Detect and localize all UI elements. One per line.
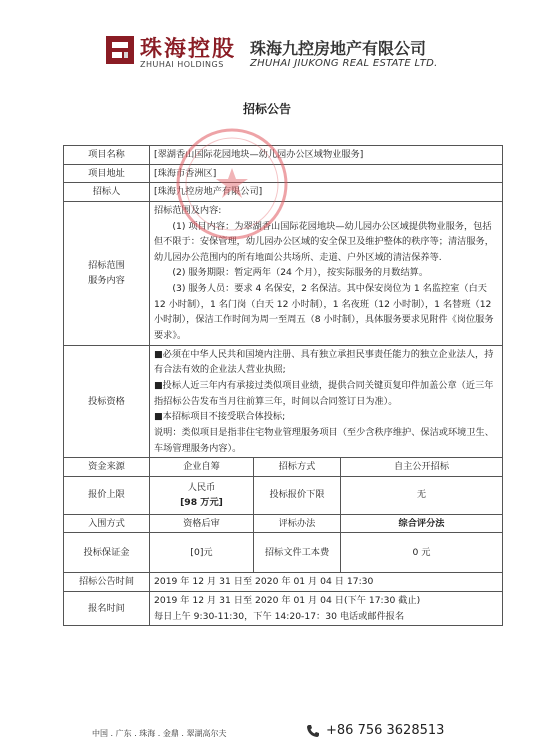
price-cap-value bbox=[150, 476, 254, 514]
logo-english-text: ZHUHAI HOLDINGS bbox=[140, 60, 224, 69]
table-row bbox=[64, 514, 503, 533]
footer-phone-number: +86 756 3628513 bbox=[326, 723, 445, 738]
company-name-english: ZHUHAI JIUKONG REAL ESTATE LTD. bbox=[250, 58, 438, 69]
scope-label bbox=[64, 201, 150, 345]
admission-value: 资格后审 bbox=[150, 514, 254, 533]
project-address-value: [珠海市香洲区] bbox=[150, 164, 503, 183]
company-name-chinese: 珠海九控房地产有限公司 bbox=[250, 39, 427, 58]
price-floor-label: 投标报价下限 bbox=[254, 476, 341, 514]
table-row bbox=[64, 533, 503, 573]
table-row bbox=[64, 164, 503, 183]
table-row bbox=[64, 458, 503, 477]
evaluation-value: 综合评分法 bbox=[341, 514, 503, 533]
table-row bbox=[64, 183, 503, 202]
admission-label: 入围方式 bbox=[64, 514, 150, 533]
price-cap-currency: 人民币 bbox=[187, 481, 216, 493]
scope-content bbox=[150, 201, 503, 345]
qualification-item-1: ■必须在中华人民共和国境内注册、具有独立承担民事责任能力的独立企业法人，持有合法有效的企业法人营业执照; bbox=[154, 348, 494, 376]
footer-locations: 中国 . 广东 . 珠海 . 金鼎 . 翠湖高尔夫 bbox=[92, 729, 227, 738]
scope-label-line1: 招标范围 bbox=[88, 259, 125, 271]
document-title: 招标公告 bbox=[242, 102, 291, 116]
tender-method-value: 自主公开招标 bbox=[341, 458, 503, 477]
document-fee-label: 招标文件工本费 bbox=[254, 533, 341, 573]
scope-item-1: (1) 项目内容：为翠湖香山国际花园地块—幼儿园办公区域提供物业服务，包括但不限于：安保管理，幼儿园办公区域的安全保卫及维护整体的秩序等；清洁服务，幼儿园办公范围内的所有地面公共场所、走道、户外区域的清洁保养等. bbox=[154, 220, 494, 263]
scope-item-3: (3) 服务人员：要求 4 名保安，2 名保洁。其中保安岗位为 1 名监控室（白天 12 小时制），1 名门岗（白天 12 小时制），1 名夜班（12 小时制），1 名替班（12 小时制），保洁工作时间为周一至周五（8 小时制），具体服务要求见附件《岗位服务要求》。 bbox=[154, 283, 494, 342]
deposit-value: [0]元 bbox=[150, 533, 254, 573]
qualification-label: 投标资格 bbox=[64, 345, 150, 457]
scope-intro: 招标范围及内容: bbox=[154, 204, 222, 216]
phone-icon bbox=[306, 724, 320, 738]
price-floor-value: 无 bbox=[341, 476, 503, 514]
tenderer-value: [珠海九控房地产有限公司] bbox=[150, 183, 503, 202]
deposit-label: 投标保证金 bbox=[64, 533, 150, 573]
company-logo-icon bbox=[106, 36, 134, 64]
table-row bbox=[64, 476, 503, 514]
table-row bbox=[64, 201, 503, 345]
project-address-label: 项目地址 bbox=[64, 164, 150, 183]
tender-method-label: 招标方式 bbox=[254, 458, 341, 477]
letterhead bbox=[0, 28, 534, 78]
scope-item-2: (2) 服务期限：暂定两年（24 个月），按实际服务的月数结算。 bbox=[172, 267, 429, 279]
price-cap-amount: [98 万元] bbox=[180, 497, 223, 509]
registration-hours: 每日上午 9:30-11:30，下午 14:20-17：30 电话或邮件报名 bbox=[154, 610, 405, 622]
project-name-label: 项目名称 bbox=[64, 146, 150, 165]
table-row bbox=[64, 146, 503, 165]
table-row bbox=[64, 592, 503, 626]
announcement-time-value: 2019 年 12 月 31 日至 2020 年 01 月 04 日 17:30 bbox=[150, 573, 503, 592]
letterhead-footer bbox=[0, 718, 534, 756]
tenderer-label: 招标人 bbox=[64, 183, 150, 202]
logo-chinese-text: 珠海控股 bbox=[140, 36, 237, 62]
evaluation-label: 评标办法 bbox=[254, 514, 341, 533]
funding-label: 资金来源 bbox=[64, 458, 150, 477]
registration-time-label: 报名时间 bbox=[64, 592, 150, 626]
table-row bbox=[64, 345, 503, 457]
funding-value: 企业自筹 bbox=[150, 458, 254, 477]
registration-time-value bbox=[150, 592, 503, 626]
qualification-note: 说明：类似项目是指非住宅物业管理服务项目（至少含秩序维护、保洁或环境卫生、车场管理服务内容）。 bbox=[154, 426, 494, 454]
tender-notice-table bbox=[63, 145, 503, 626]
price-cap-label: 报价上限 bbox=[64, 476, 150, 514]
qualification-content bbox=[150, 345, 503, 457]
scope-label-line2: 服务内容 bbox=[88, 275, 125, 287]
qualification-item-2: ■投标人近三年内有承接过类似项目业绩，提供合同关键页复印件加盖公章（近三年指招标公告发布当月往前算三年，时间以合同签订日为准）。 bbox=[154, 379, 494, 407]
announcement-time-label: 招标公告时间 bbox=[64, 573, 150, 592]
registration-period: 2019 年 12 月 31 日至 2020 年 01 月 04 日(下午 17:30 截止) bbox=[154, 595, 421, 607]
project-name-value: [翠湖香山国际花园地块—幼儿园办公区域物业服务] bbox=[150, 146, 503, 165]
document-fee-value: 0 元 bbox=[341, 533, 503, 573]
qualification-item-3: ■本招标项目不接受联合体投标; bbox=[154, 411, 286, 423]
table-row bbox=[64, 573, 503, 592]
